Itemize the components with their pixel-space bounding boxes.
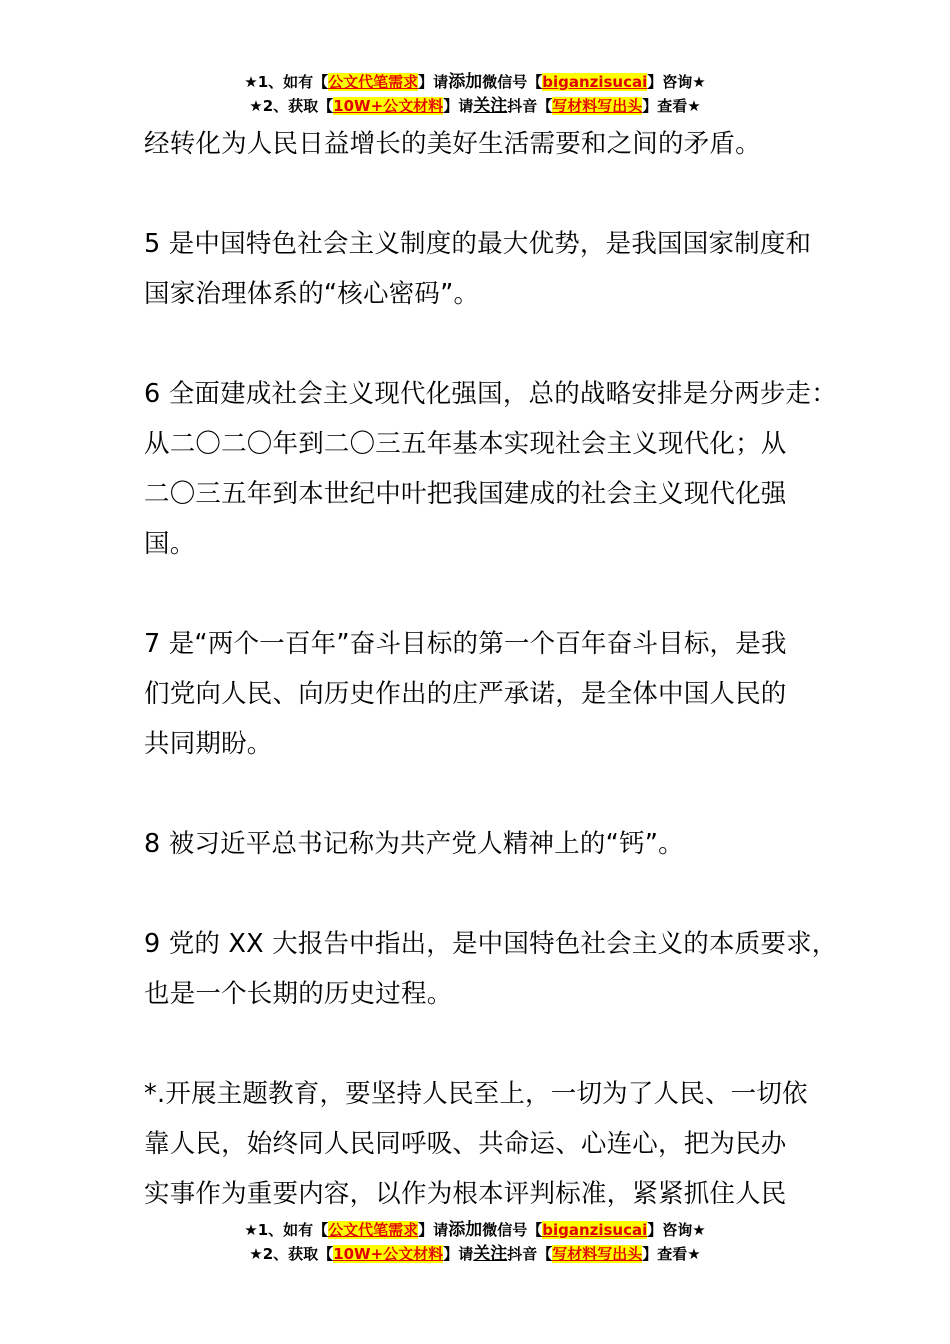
footer-banner-line-1: [0, 1218, 950, 1242]
paragraph-item-7: [144, 619, 844, 769]
banner-highlight: 10W+公文材料: [333, 1245, 444, 1263]
text-line: 7 是“两个一百年”奋斗目标的第一个百年奋斗目标，是我: [144, 629, 787, 659]
banner-text: 】咨询★: [647, 73, 706, 91]
banner-text: ★2、获取【: [249, 97, 334, 115]
banner-emphasis: 关注: [473, 1244, 508, 1264]
banner-text: 】查看★: [642, 97, 701, 115]
document-body: [144, 119, 844, 1219]
text-line: 8 被习近平总书记称为共产党人精神上的“钙”。: [144, 829, 684, 859]
paragraph-item-star: [144, 1069, 844, 1219]
banner-highlight: 10W+公文材料: [333, 97, 444, 115]
paragraph-item-5: [144, 219, 844, 319]
banner-emphasis: 关注: [473, 96, 508, 116]
banner-text: ★1、如有【: [244, 1221, 329, 1239]
banner-emphasis: 添加: [448, 72, 483, 92]
banner-text: 抖音【: [507, 97, 553, 115]
footer-banner-line-2: [0, 1242, 950, 1266]
banner-emphasis: 添加: [448, 1220, 483, 1240]
banner-highlight: biganzisucai: [542, 1221, 648, 1239]
banner-highlight: 写材料写出头: [552, 97, 643, 115]
text-line: 也是一个长期的历史过程。: [144, 979, 453, 1009]
banner-highlight: 公文代笔需求: [328, 73, 419, 91]
text-line: 5 是中国特色社会主义制度的最大优势，是我国国家制度和: [144, 229, 812, 259]
text-line: 6 全面建成社会主义现代化强国，总的战略安排是分两步走：: [144, 379, 837, 409]
text-line: *.开展主题教育，要坚持人民至上，一切为了人民、一切依: [144, 1079, 808, 1109]
banner-text: 】请: [443, 1245, 474, 1263]
banner-highlight: 公文代笔需求: [328, 1221, 419, 1239]
paragraph-continuation: [144, 119, 844, 169]
banner-highlight: biganzisucai: [542, 73, 648, 91]
banner-text: 微信号【: [482, 1221, 543, 1239]
banner-text: ★1、如有【: [244, 73, 329, 91]
paragraph-item-9: [144, 919, 844, 1019]
banner-text: 抖音【: [507, 1245, 553, 1263]
banner-text: 】请: [443, 97, 474, 115]
banner-text: ★2、获取【: [249, 1245, 334, 1263]
header-banner-line-1: [0, 70, 950, 94]
banner-text: 】请: [418, 1221, 449, 1239]
banner-text: 微信号【: [482, 73, 543, 91]
text-line: 经转化为人民日益增长的美好生活需要和之间的矛盾。: [144, 129, 761, 159]
text-line: 从二〇二〇年到二〇三五年基本实现社会主义现代化；从: [144, 429, 787, 459]
text-line: 们党向人民、向历史作出的庄严承诺，是全体中国人民的: [144, 679, 787, 709]
text-line: 靠人民，始终同人民同呼吸、共命运、心连心，把为民办: [144, 1129, 787, 1159]
header-banner-line-2: [0, 94, 950, 118]
paragraph-item-6: [144, 369, 844, 569]
banner-text: 】查看★: [642, 1245, 701, 1263]
text-line: 共同期盼。: [144, 729, 273, 759]
banner-text: 】请: [418, 73, 449, 91]
text-line: 9 党的 XX 大报告中指出，是中国特色社会主义的本质要求，: [144, 929, 838, 959]
text-line: 二〇三五年到本世纪中叶把我国建成的社会主义现代化强: [144, 479, 787, 509]
text-line: 实事作为重要内容，以作为根本评判标准，紧紧抓住人民: [144, 1179, 787, 1209]
text-line: 国。: [144, 529, 196, 559]
paragraph-item-8: [144, 819, 844, 869]
text-line: 国家治理体系的“核心密码”。: [144, 279, 480, 309]
banner-highlight: 写材料写出头: [552, 1245, 643, 1263]
banner-text: 】咨询★: [647, 1221, 706, 1239]
